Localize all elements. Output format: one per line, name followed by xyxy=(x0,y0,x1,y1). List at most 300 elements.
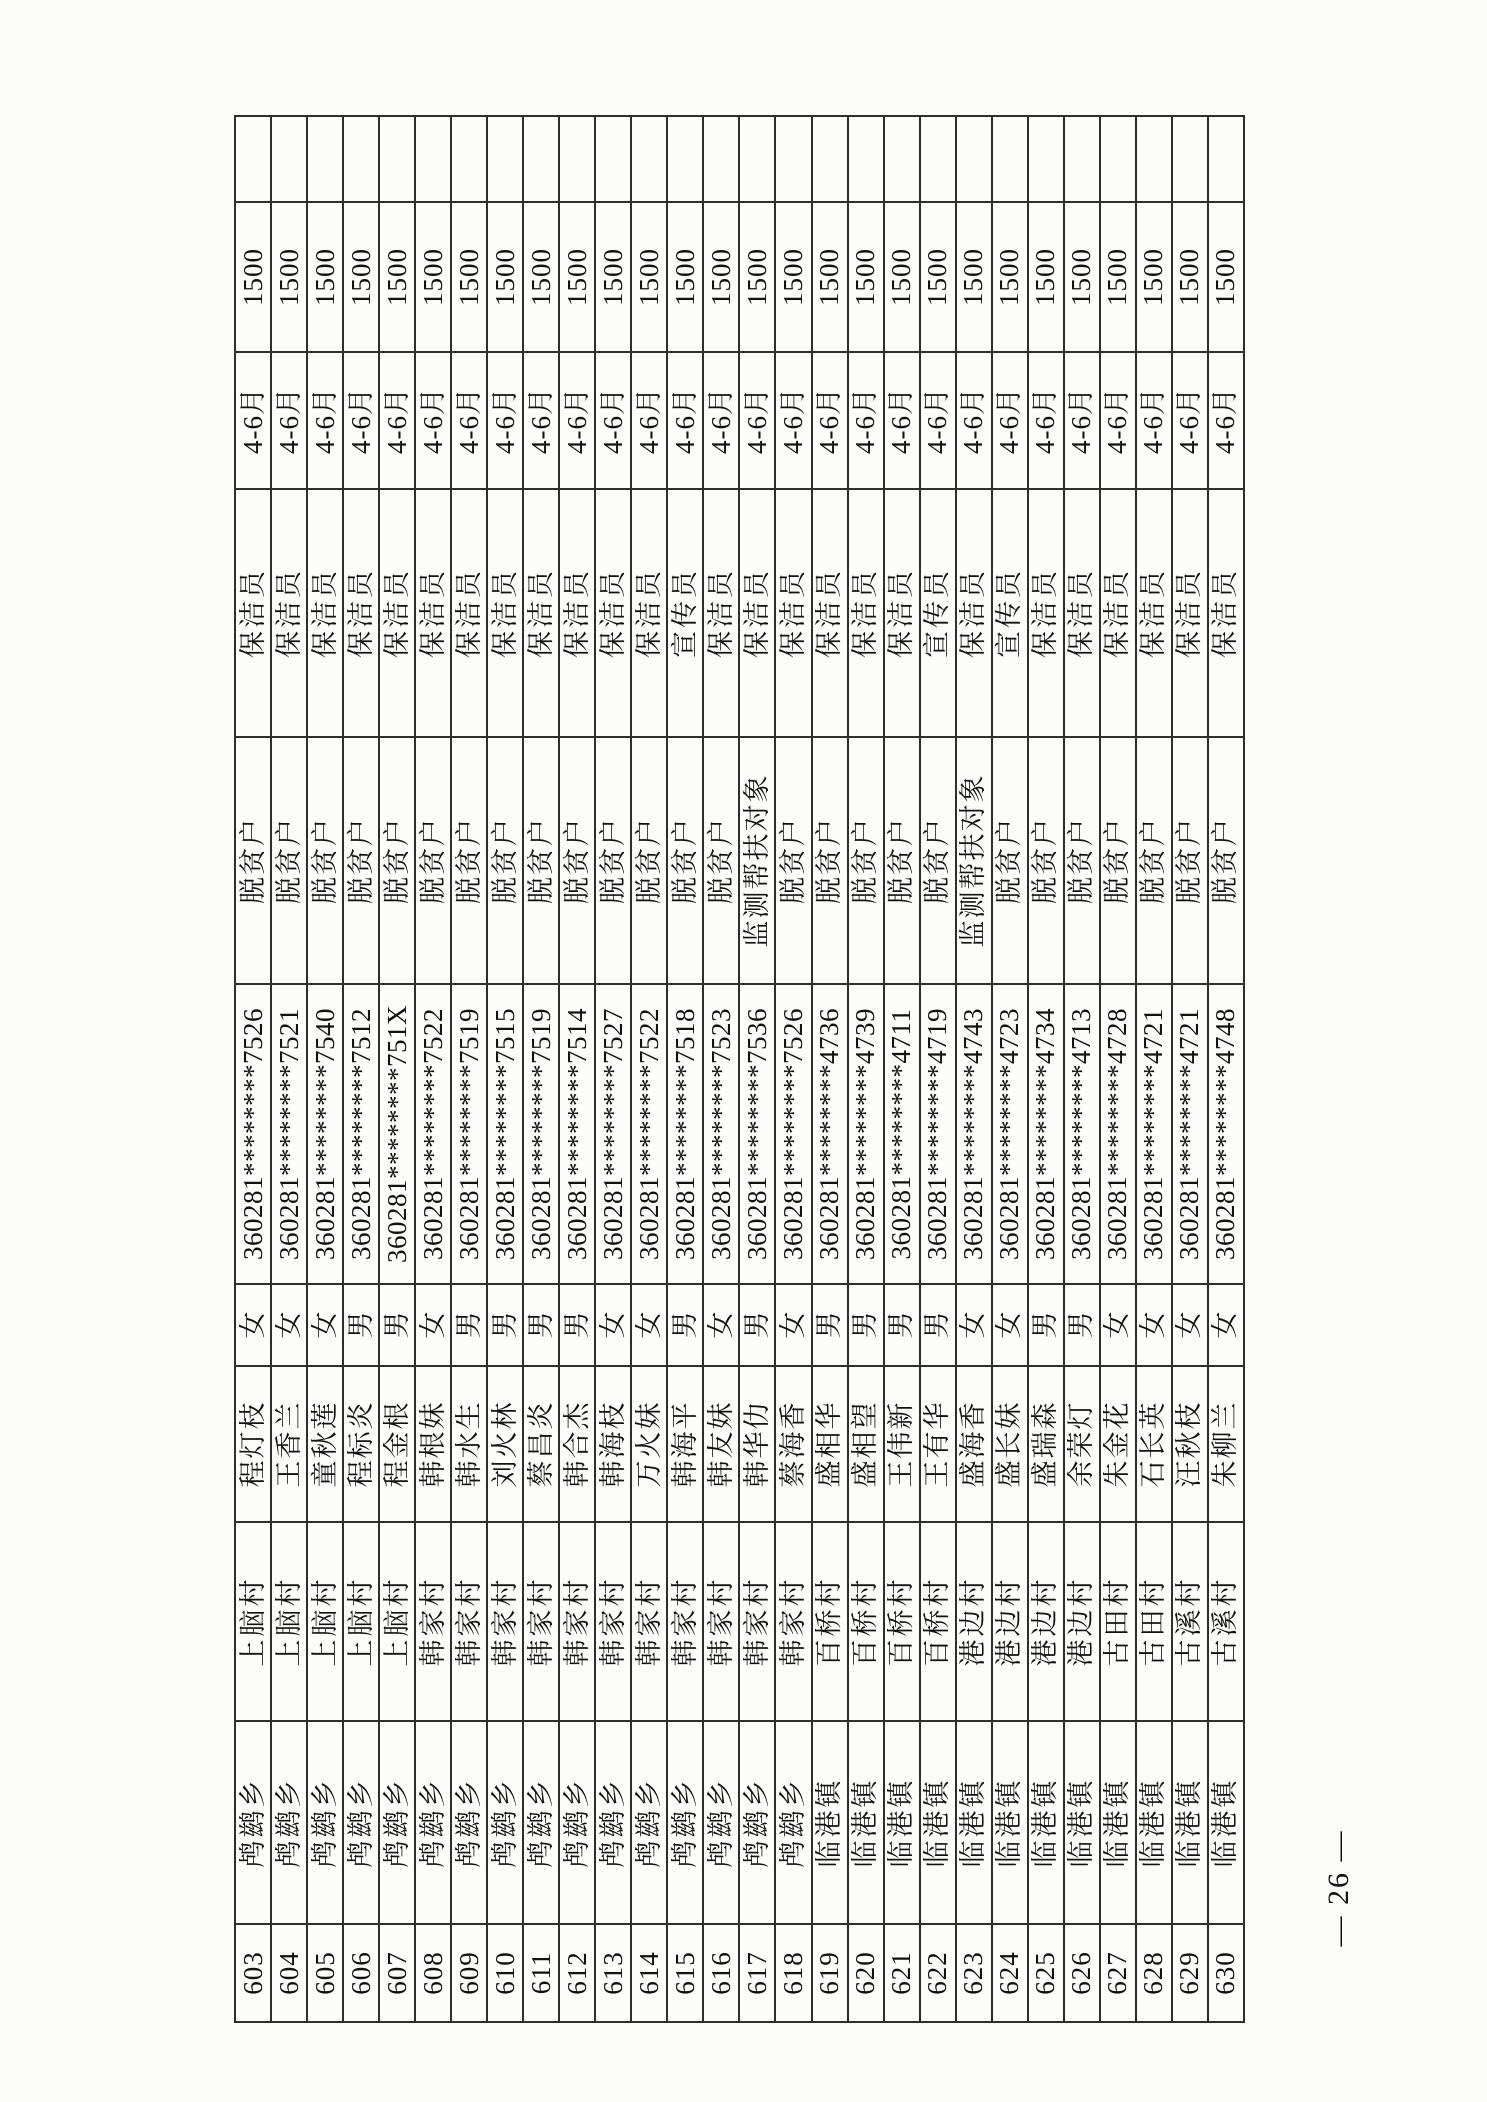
cell-amount: 1500 xyxy=(343,202,379,352)
cell-category: 脱贫户 xyxy=(595,737,631,984)
cell-category: 脱贫户 xyxy=(667,737,703,984)
cell-months: 4-6月 xyxy=(451,352,487,489)
cell-id_number: 360281********7521 xyxy=(271,984,307,1284)
cell-name: 韩海枝 xyxy=(595,1366,631,1522)
cell-job: 保洁员 xyxy=(1172,489,1208,737)
cell-months: 4-6月 xyxy=(1028,352,1064,489)
cell-job: 保洁员 xyxy=(812,489,848,737)
cell-village: 韩家村 xyxy=(631,1522,667,1721)
cell-name: 刘火林 xyxy=(487,1366,523,1522)
cell-seq: 623 xyxy=(956,1924,992,2022)
cell-amount: 1500 xyxy=(956,202,992,352)
cell-seq: 615 xyxy=(667,1924,703,2022)
cell-category: 脱贫户 xyxy=(775,737,811,984)
cell-note xyxy=(1064,116,1100,202)
cell-gender: 男 xyxy=(848,1284,884,1366)
cell-id_number: 360281********4719 xyxy=(920,984,956,1284)
cell-category: 脱贫户 xyxy=(487,737,523,984)
cell-months: 4-6月 xyxy=(1208,352,1244,489)
cell-name: 蔡海香 xyxy=(775,1366,811,1522)
cell-note xyxy=(667,116,703,202)
cell-village: 百桥村 xyxy=(884,1522,920,1721)
cell-gender: 女 xyxy=(703,1284,739,1366)
cell-job: 保洁员 xyxy=(848,489,884,737)
cell-amount: 1500 xyxy=(992,202,1028,352)
cell-amount: 1500 xyxy=(271,202,307,352)
cell-id_number: 360281********4739 xyxy=(848,984,884,1284)
cell-amount: 1500 xyxy=(559,202,595,352)
cell-category: 脱贫户 xyxy=(343,737,379,984)
cell-seq: 619 xyxy=(812,1924,848,2022)
cell-amount: 1500 xyxy=(595,202,631,352)
cell-village: 韩家村 xyxy=(775,1522,811,1721)
cell-town: 临港镇 xyxy=(848,1721,884,1924)
cell-name: 韩根妹 xyxy=(415,1366,451,1522)
cell-name: 王香兰 xyxy=(271,1366,307,1522)
cell-id_number: 360281********4723 xyxy=(992,984,1028,1284)
table-row xyxy=(1208,116,1244,2022)
cell-name: 童秋莲 xyxy=(307,1366,343,1522)
cell-note xyxy=(379,116,415,202)
cell-category: 脱贫户 xyxy=(271,737,307,984)
cell-gender: 女 xyxy=(271,1284,307,1366)
cell-category: 脱贫户 xyxy=(703,737,739,984)
cell-gender: 女 xyxy=(1208,1284,1244,1366)
cell-note xyxy=(631,116,667,202)
cell-seq: 622 xyxy=(920,1924,956,2022)
cell-town: 鸬鹚乡 xyxy=(559,1721,595,1924)
cell-amount: 1500 xyxy=(631,202,667,352)
subsidy-roster-table xyxy=(234,115,1245,2023)
cell-id_number: 360281********7536 xyxy=(739,984,775,1284)
cell-town: 鸬鹚乡 xyxy=(307,1721,343,1924)
cell-category: 脱贫户 xyxy=(415,737,451,984)
cell-id_number: 360281********4736 xyxy=(812,984,848,1284)
cell-job: 宣传员 xyxy=(667,489,703,737)
cell-seq: 624 xyxy=(992,1924,1028,2022)
cell-name: 盛相望 xyxy=(848,1366,884,1522)
cell-job: 保洁员 xyxy=(271,489,307,737)
cell-town: 鸬鹚乡 xyxy=(523,1721,559,1924)
cell-category: 脱贫户 xyxy=(1100,737,1136,984)
cell-gender: 男 xyxy=(379,1284,415,1366)
cell-job: 保洁员 xyxy=(631,489,667,737)
cell-town: 临港镇 xyxy=(812,1721,848,1924)
cell-note xyxy=(451,116,487,202)
cell-gender: 女 xyxy=(595,1284,631,1366)
cell-gender: 女 xyxy=(956,1284,992,1366)
table-row xyxy=(451,116,487,2022)
cell-seq: 616 xyxy=(703,1924,739,2022)
cell-town: 临港镇 xyxy=(1208,1721,1244,1924)
cell-seq: 628 xyxy=(1136,1924,1172,2022)
cell-note xyxy=(307,116,343,202)
cell-id_number: 360281********7526 xyxy=(235,984,271,1284)
cell-months: 4-6月 xyxy=(739,352,775,489)
cell-category: 脱贫户 xyxy=(1208,737,1244,984)
cell-gender: 男 xyxy=(559,1284,595,1366)
cell-note xyxy=(415,116,451,202)
cell-job: 保洁员 xyxy=(487,489,523,737)
cell-months: 4-6月 xyxy=(703,352,739,489)
table-row xyxy=(415,116,451,2022)
cell-job: 保洁员 xyxy=(739,489,775,737)
cell-id_number: 360281********4713 xyxy=(1064,984,1100,1284)
cell-note xyxy=(956,116,992,202)
cell-town: 临港镇 xyxy=(1064,1721,1100,1924)
cell-note xyxy=(739,116,775,202)
cell-village: 上脑村 xyxy=(235,1522,271,1721)
cell-town: 鸬鹚乡 xyxy=(595,1721,631,1924)
cell-id_number: 360281********4734 xyxy=(1028,984,1064,1284)
table-row xyxy=(343,116,379,2022)
cell-town: 鸬鹚乡 xyxy=(379,1721,415,1924)
cell-category: 脱贫户 xyxy=(379,737,415,984)
table-body xyxy=(235,116,1244,2022)
table-row xyxy=(631,116,667,2022)
cell-village: 港边村 xyxy=(1064,1522,1100,1721)
cell-note xyxy=(559,116,595,202)
cell-amount: 1500 xyxy=(235,202,271,352)
cell-name: 盛长妹 xyxy=(992,1366,1028,1522)
cell-town: 鸬鹚乡 xyxy=(775,1721,811,1924)
cell-amount: 1500 xyxy=(848,202,884,352)
cell-job: 保洁员 xyxy=(343,489,379,737)
cell-gender: 男 xyxy=(739,1284,775,1366)
cell-seq: 618 xyxy=(775,1924,811,2022)
cell-town: 临港镇 xyxy=(920,1721,956,1924)
cell-id_number: 360281********4748 xyxy=(1208,984,1244,1284)
table-row xyxy=(235,116,271,2022)
cell-village: 古溪村 xyxy=(1172,1522,1208,1721)
cell-town: 鸬鹚乡 xyxy=(703,1721,739,1924)
cell-note xyxy=(812,116,848,202)
cell-village: 港边村 xyxy=(956,1522,992,1721)
cell-job: 保洁员 xyxy=(1100,489,1136,737)
cell-town: 鸬鹚乡 xyxy=(235,1721,271,1924)
cell-village: 古溪村 xyxy=(1208,1522,1244,1721)
table-row xyxy=(884,116,920,2022)
cell-name: 程标炎 xyxy=(343,1366,379,1522)
cell-job: 保洁员 xyxy=(523,489,559,737)
cell-months: 4-6月 xyxy=(307,352,343,489)
cell-amount: 1500 xyxy=(487,202,523,352)
cell-amount: 1500 xyxy=(523,202,559,352)
cell-village: 上脑村 xyxy=(343,1522,379,1721)
cell-town: 鸬鹚乡 xyxy=(739,1721,775,1924)
cell-name: 汪秋枝 xyxy=(1172,1366,1208,1522)
table-row xyxy=(1172,116,1208,2022)
cell-town: 鸬鹚乡 xyxy=(271,1721,307,1924)
cell-id_number: 360281********4721 xyxy=(1136,984,1172,1284)
cell-gender: 男 xyxy=(523,1284,559,1366)
cell-months: 4-6月 xyxy=(848,352,884,489)
cell-months: 4-6月 xyxy=(235,352,271,489)
table-row xyxy=(487,116,523,2022)
cell-job: 保洁员 xyxy=(559,489,595,737)
cell-town: 鸬鹚乡 xyxy=(415,1721,451,1924)
cell-id_number: 360281********7514 xyxy=(559,984,595,1284)
cell-gender: 男 xyxy=(451,1284,487,1366)
cell-note xyxy=(884,116,920,202)
cell-job: 保洁员 xyxy=(451,489,487,737)
cell-seq: 621 xyxy=(884,1924,920,2022)
cell-category: 脱贫户 xyxy=(992,737,1028,984)
cell-amount: 1500 xyxy=(884,202,920,352)
cell-amount: 1500 xyxy=(739,202,775,352)
cell-job: 保洁员 xyxy=(956,489,992,737)
cell-village: 韩家村 xyxy=(451,1522,487,1721)
cell-village: 百桥村 xyxy=(812,1522,848,1721)
cell-job: 保洁员 xyxy=(307,489,343,737)
cell-months: 4-6月 xyxy=(343,352,379,489)
cell-note xyxy=(1208,116,1244,202)
cell-category: 脱贫户 xyxy=(307,737,343,984)
cell-village: 港边村 xyxy=(992,1522,1028,1721)
cell-job: 保洁员 xyxy=(1136,489,1172,737)
cell-category: 脱贫户 xyxy=(1136,737,1172,984)
cell-village: 百桥村 xyxy=(920,1522,956,1721)
cell-village: 上脑村 xyxy=(271,1522,307,1721)
cell-gender: 女 xyxy=(415,1284,451,1366)
cell-category: 脱贫户 xyxy=(451,737,487,984)
table-row xyxy=(920,116,956,2022)
cell-village: 上脑村 xyxy=(379,1522,415,1721)
cell-months: 4-6月 xyxy=(487,352,523,489)
cell-id_number: 360281********4711 xyxy=(884,984,920,1284)
cell-town: 临港镇 xyxy=(992,1721,1028,1924)
cell-months: 4-6月 xyxy=(920,352,956,489)
table-row xyxy=(992,116,1028,2022)
cell-name: 程金根 xyxy=(379,1366,415,1522)
cell-id_number: 360281********7515 xyxy=(487,984,523,1284)
cell-gender: 男 xyxy=(884,1284,920,1366)
table-row xyxy=(667,116,703,2022)
cell-amount: 1500 xyxy=(1064,202,1100,352)
cell-amount: 1500 xyxy=(703,202,739,352)
cell-town: 临港镇 xyxy=(1028,1721,1064,1924)
cell-note xyxy=(848,116,884,202)
cell-town: 临港镇 xyxy=(956,1721,992,1924)
cell-id_number: 360281********7519 xyxy=(451,984,487,1284)
cell-amount: 1500 xyxy=(451,202,487,352)
cell-name: 盛海香 xyxy=(956,1366,992,1522)
cell-amount: 1500 xyxy=(307,202,343,352)
cell-gender: 男 xyxy=(343,1284,379,1366)
cell-town: 临港镇 xyxy=(1100,1721,1136,1924)
cell-category: 脱贫户 xyxy=(812,737,848,984)
cell-category: 脱贫户 xyxy=(920,737,956,984)
cell-id_number: 360281********4728 xyxy=(1100,984,1136,1284)
cell-note xyxy=(1136,116,1172,202)
cell-name: 程灯枝 xyxy=(235,1366,271,1522)
cell-seq: 603 xyxy=(235,1924,271,2022)
cell-months: 4-6月 xyxy=(523,352,559,489)
cell-job: 保洁员 xyxy=(1028,489,1064,737)
cell-months: 4-6月 xyxy=(1136,352,1172,489)
cell-note xyxy=(487,116,523,202)
table-row xyxy=(307,116,343,2022)
cell-months: 4-6月 xyxy=(595,352,631,489)
cell-months: 4-6月 xyxy=(992,352,1028,489)
cell-category: 监测帮扶对象 xyxy=(956,737,992,984)
cell-months: 4-6月 xyxy=(379,352,415,489)
cell-village: 上脑村 xyxy=(307,1522,343,1721)
cell-gender: 男 xyxy=(812,1284,848,1366)
cell-name: 王有华 xyxy=(920,1366,956,1522)
cell-months: 4-6月 xyxy=(1172,352,1208,489)
cell-category: 脱贫户 xyxy=(235,737,271,984)
cell-note xyxy=(1100,116,1136,202)
cell-seq: 629 xyxy=(1172,1924,1208,2022)
cell-name: 韩水生 xyxy=(451,1366,487,1522)
cell-amount: 1500 xyxy=(775,202,811,352)
cell-note xyxy=(343,116,379,202)
cell-job: 保洁员 xyxy=(775,489,811,737)
cell-gender: 男 xyxy=(1028,1284,1064,1366)
cell-seq: 611 xyxy=(523,1924,559,2022)
table-row xyxy=(1100,116,1136,2022)
cell-seq: 610 xyxy=(487,1924,523,2022)
cell-note xyxy=(1028,116,1064,202)
rotated-table-container xyxy=(234,117,1245,2023)
cell-job: 宣传员 xyxy=(992,489,1028,737)
cell-gender: 女 xyxy=(307,1284,343,1366)
cell-id_number: 360281********7522 xyxy=(631,984,667,1284)
cell-town: 鸬鹚乡 xyxy=(343,1721,379,1924)
cell-job: 保洁员 xyxy=(1064,489,1100,737)
cell-category: 脱贫户 xyxy=(848,737,884,984)
cell-gender: 女 xyxy=(631,1284,667,1366)
cell-category: 脱贫户 xyxy=(1172,737,1208,984)
cell-category: 脱贫户 xyxy=(884,737,920,984)
cell-seq: 608 xyxy=(415,1924,451,2022)
cell-town: 临港镇 xyxy=(1136,1721,1172,1924)
cell-id_number: 360281********7512 xyxy=(343,984,379,1284)
cell-note xyxy=(595,116,631,202)
cell-village: 韩家村 xyxy=(667,1522,703,1721)
cell-town: 鸬鹚乡 xyxy=(487,1721,523,1924)
cell-id_number: 360281********7540 xyxy=(307,984,343,1284)
cell-name: 韩华仂 xyxy=(739,1366,775,1522)
cell-name: 余荣灯 xyxy=(1064,1366,1100,1522)
cell-category: 脱贫户 xyxy=(631,737,667,984)
cell-id_number: 360281********7519 xyxy=(523,984,559,1284)
cell-note xyxy=(271,116,307,202)
cell-village: 韩家村 xyxy=(523,1522,559,1721)
cell-note xyxy=(992,116,1028,202)
cell-category: 脱贫户 xyxy=(559,737,595,984)
table-row xyxy=(739,116,775,2022)
cell-village: 古田村 xyxy=(1100,1522,1136,1721)
cell-village: 韩家村 xyxy=(487,1522,523,1721)
cell-job: 保洁员 xyxy=(235,489,271,737)
cell-gender: 女 xyxy=(1100,1284,1136,1366)
cell-months: 4-6月 xyxy=(631,352,667,489)
cell-id_number: 360281********4743 xyxy=(956,984,992,1284)
table-row xyxy=(812,116,848,2022)
table-row xyxy=(379,116,415,2022)
cell-gender: 男 xyxy=(667,1284,703,1366)
cell-village: 韩家村 xyxy=(739,1522,775,1721)
cell-months: 4-6月 xyxy=(1100,352,1136,489)
cell-seq: 625 xyxy=(1028,1924,1064,2022)
table-row xyxy=(956,116,992,2022)
cell-seq: 617 xyxy=(739,1924,775,2022)
cell-seq: 630 xyxy=(1208,1924,1244,2022)
cell-seq: 626 xyxy=(1064,1924,1100,2022)
cell-village: 韩家村 xyxy=(595,1522,631,1721)
cell-id_number: 360281********4721 xyxy=(1172,984,1208,1284)
cell-job: 保洁员 xyxy=(703,489,739,737)
cell-category: 监测帮扶对象 xyxy=(739,737,775,984)
cell-gender: 女 xyxy=(235,1284,271,1366)
cell-amount: 1500 xyxy=(1172,202,1208,352)
cell-seq: 620 xyxy=(848,1924,884,2022)
cell-seq: 607 xyxy=(379,1924,415,2022)
cell-name: 王伟新 xyxy=(884,1366,920,1522)
cell-village: 港边村 xyxy=(1028,1522,1064,1721)
cell-job: 宣传员 xyxy=(920,489,956,737)
cell-job: 保洁员 xyxy=(884,489,920,737)
table-row xyxy=(1064,116,1100,2022)
cell-months: 4-6月 xyxy=(1064,352,1100,489)
cell-months: 4-6月 xyxy=(812,352,848,489)
cell-amount: 1500 xyxy=(379,202,415,352)
cell-job: 保洁员 xyxy=(1208,489,1244,737)
cell-seq: 606 xyxy=(343,1924,379,2022)
table-row xyxy=(703,116,739,2022)
cell-id_number: 360281********7526 xyxy=(775,984,811,1284)
cell-job: 保洁员 xyxy=(595,489,631,737)
cell-town: 鸬鹚乡 xyxy=(451,1721,487,1924)
cell-amount: 1500 xyxy=(415,202,451,352)
cell-category: 脱贫户 xyxy=(523,737,559,984)
cell-name: 韩海平 xyxy=(667,1366,703,1522)
cell-seq: 612 xyxy=(559,1924,595,2022)
cell-category: 脱贫户 xyxy=(1028,737,1064,984)
cell-id_number: 360281********7518 xyxy=(667,984,703,1284)
cell-amount: 1500 xyxy=(812,202,848,352)
cell-gender: 男 xyxy=(1064,1284,1100,1366)
cell-name: 石长英 xyxy=(1136,1366,1172,1522)
table-row xyxy=(523,116,559,2022)
cell-name: 蔡昌炎 xyxy=(523,1366,559,1522)
table-row xyxy=(848,116,884,2022)
cell-village: 韩家村 xyxy=(559,1522,595,1721)
cell-job: 保洁员 xyxy=(415,489,451,737)
page-number: — 26 — xyxy=(1322,1829,1355,1947)
cell-amount: 1500 xyxy=(920,202,956,352)
cell-note xyxy=(920,116,956,202)
table-row xyxy=(595,116,631,2022)
cell-months: 4-6月 xyxy=(775,352,811,489)
cell-gender: 女 xyxy=(992,1284,1028,1366)
cell-seq: 604 xyxy=(271,1924,307,2022)
cell-months: 4-6月 xyxy=(559,352,595,489)
cell-months: 4-6月 xyxy=(884,352,920,489)
cell-id_number: 360281********7522 xyxy=(415,984,451,1284)
cell-seq: 609 xyxy=(451,1924,487,2022)
table-row xyxy=(775,116,811,2022)
cell-town: 临港镇 xyxy=(1172,1721,1208,1924)
cell-amount: 1500 xyxy=(667,202,703,352)
cell-note xyxy=(703,116,739,202)
cell-months: 4-6月 xyxy=(956,352,992,489)
cell-amount: 1500 xyxy=(1028,202,1064,352)
cell-job: 保洁员 xyxy=(379,489,415,737)
cell-name: 盛瑞森 xyxy=(1028,1366,1064,1522)
